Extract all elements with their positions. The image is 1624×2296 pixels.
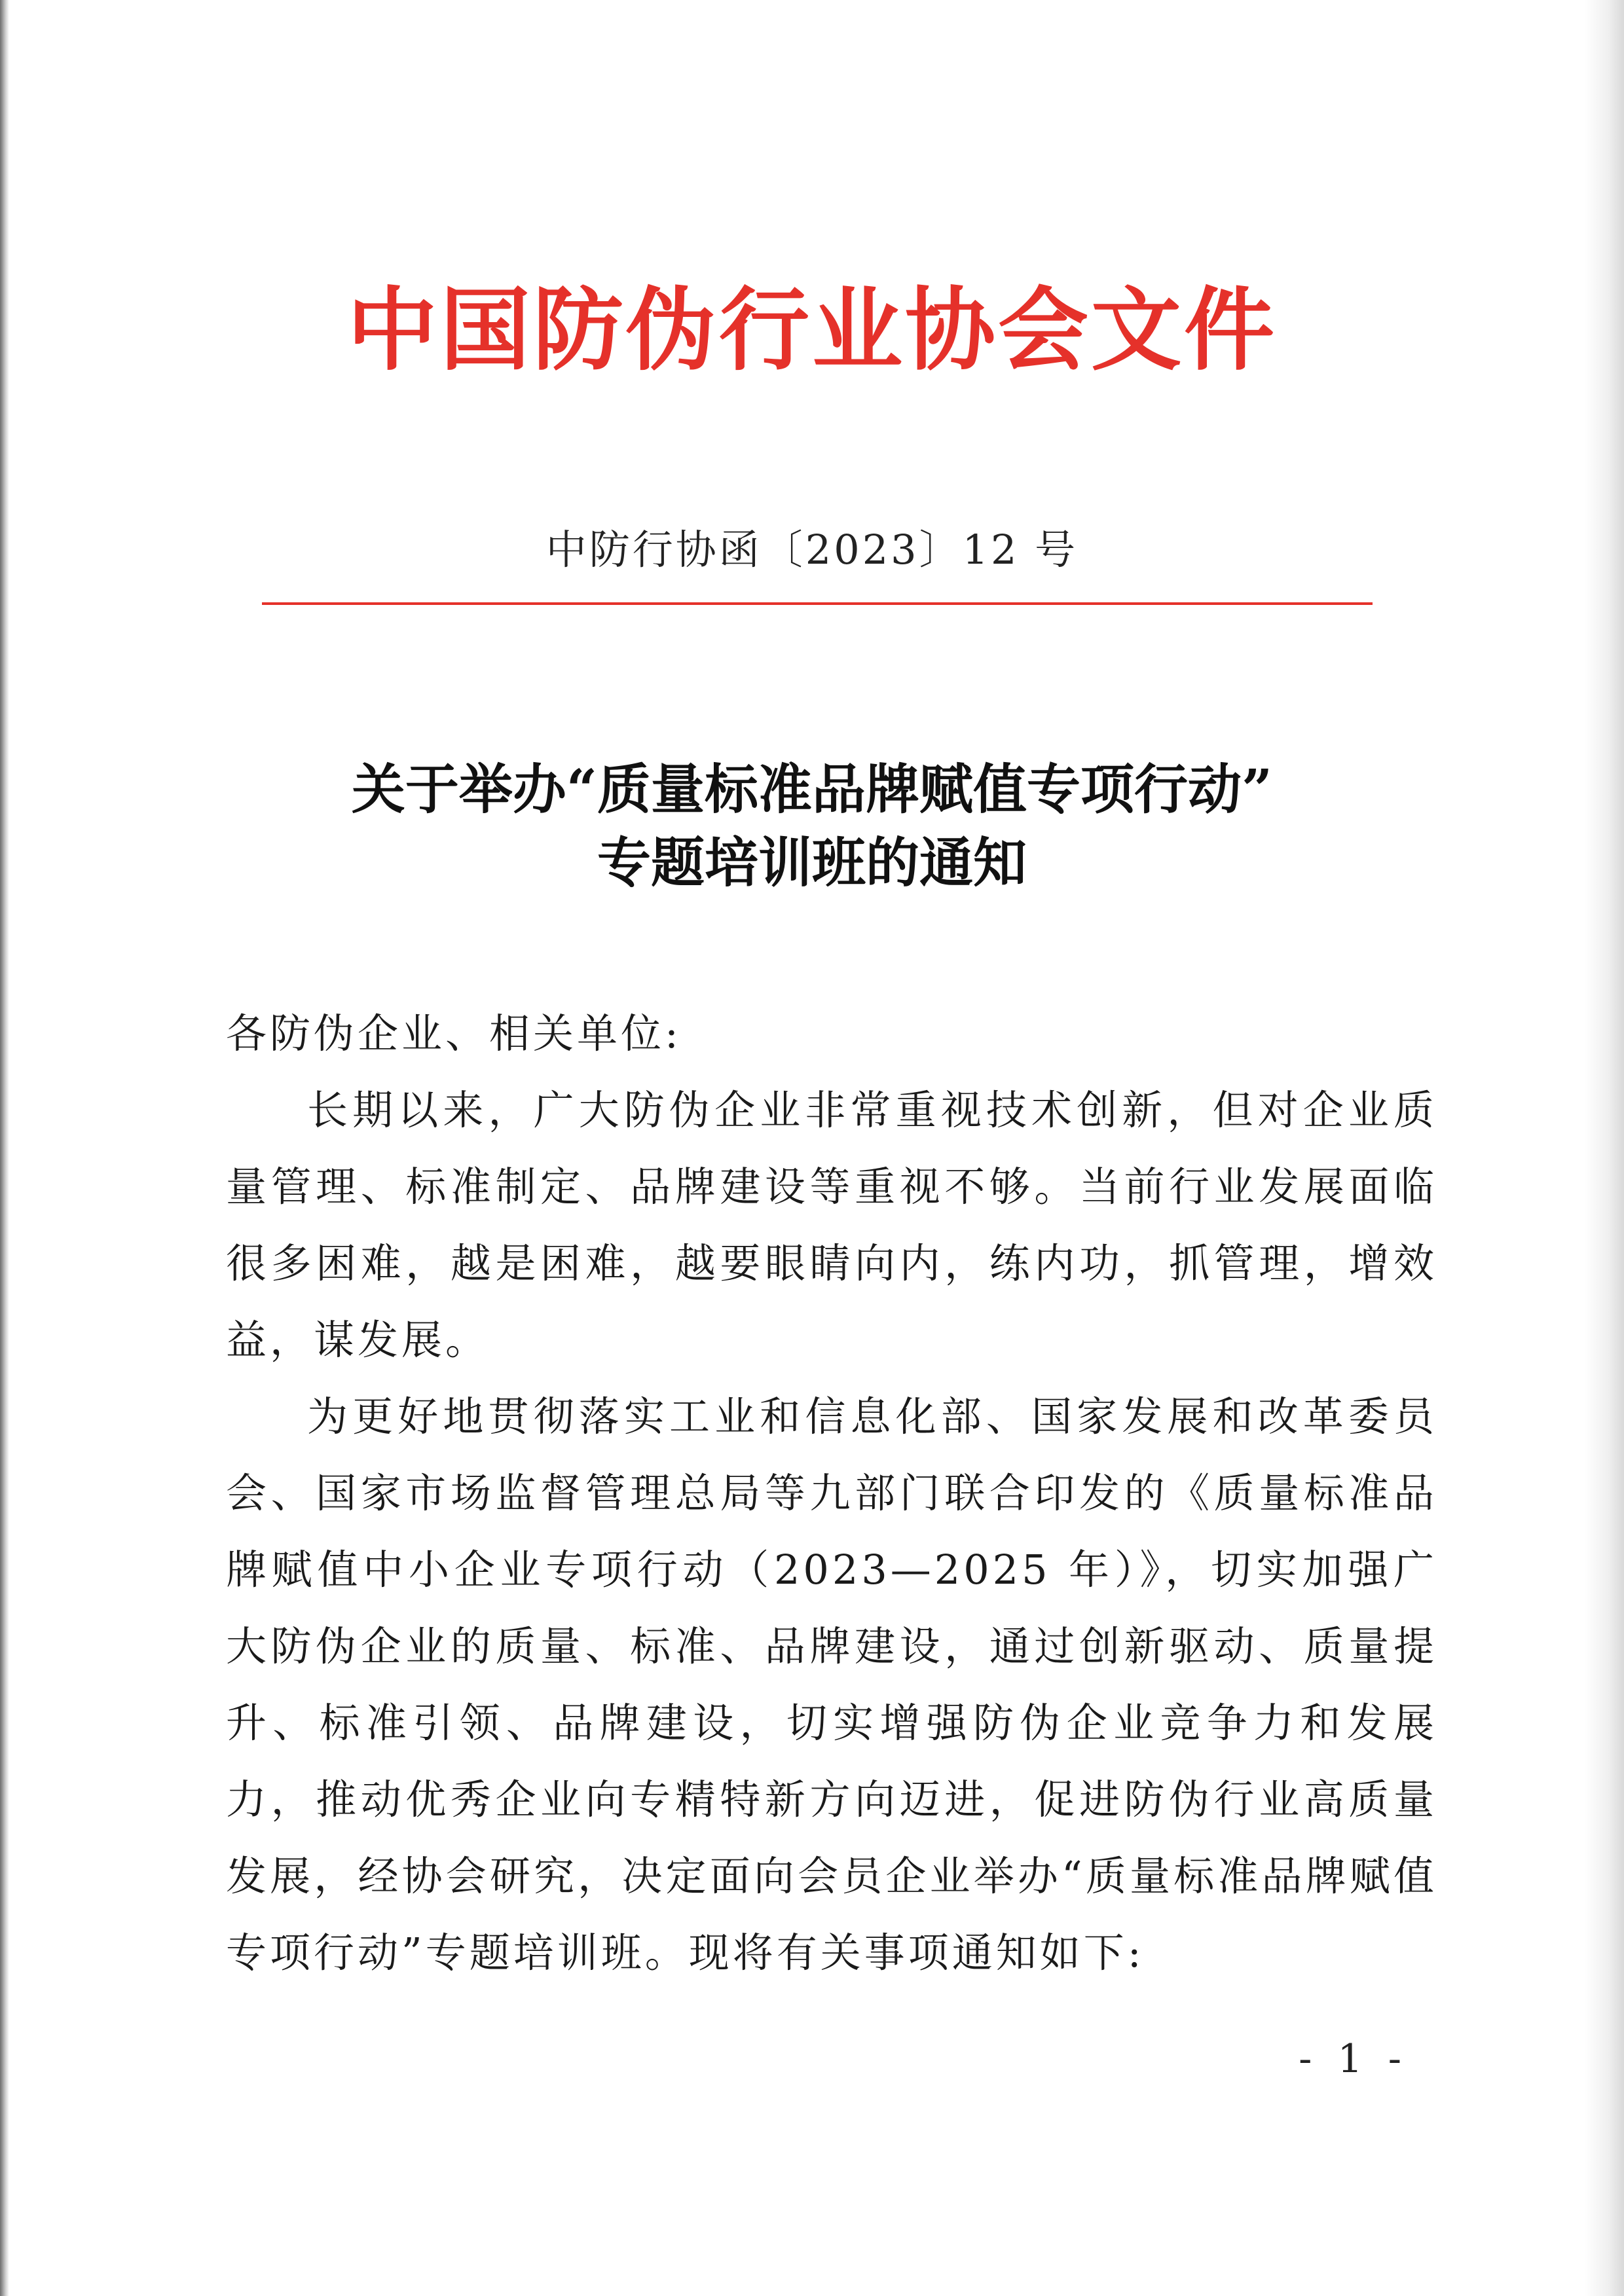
notice-title — [0, 753, 1624, 900]
red-separator-line — [262, 602, 1373, 605]
body-text — [226, 995, 1437, 1991]
paragraph-2: 为更好地贯彻落实工业和信息化部、国家发展和改革委员会、国家市场监督管理总局等九部门联合印发的《质量标准品牌赋值中小企业专项行动（2023—2025 年）》，切实加强广大防伪企业的质量、标准、品牌建设，通过创新驱动、质量提升、标准引领、品牌建设，切实增强防伪企业竞争力和发展力，推动优秀企业向专精特新方向迈进，促进防伪行业高质量发展，经协会研究，决定面向会员企业举办“质量标准品牌赋值专项行动”专题培训班。现将有关事项通知如下: — [226, 1393, 1437, 1977]
paragraph-1: 长期以来，广大防伪企业非常重视技术创新，但对企业质量管理、标准制定、品牌建设等重视不够。当前行业发展面临很多困难，越是困难，越要眼睛向内，练内功，抓管理，增效益，谋发展。 — [226, 1086, 1437, 1364]
notice-title-line-1: 关于举办“质量标准品牌赋值专项行动” — [351, 758, 1273, 821]
notice-title-line-2: 专题培训班的通知 — [597, 831, 1027, 894]
document-number: 中防行协函〔2023〕12 号 — [545, 526, 1079, 574]
document-header-title: 中国防伪行业协会文件 — [346, 278, 1277, 383]
page-number: - 1 - — [1299, 2036, 1408, 2082]
salutation: 各防伪企业、相关单位: — [226, 1010, 682, 1057]
